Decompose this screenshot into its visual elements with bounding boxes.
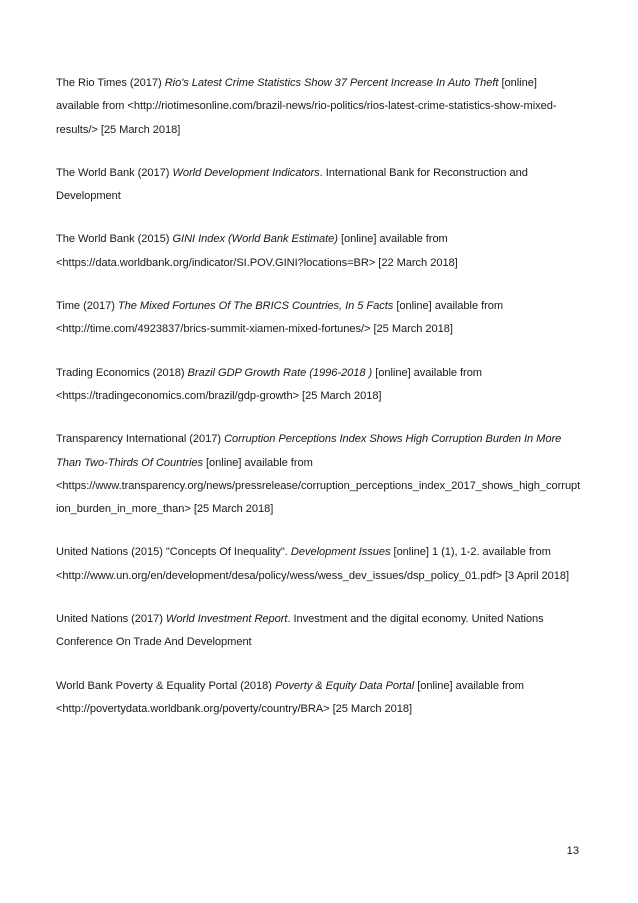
- reference-entry: [56, 72, 582, 142]
- reference-details: [online] 1 (1), 1-2. available from <http://www.un.org/en/development/desa/policy/wess/wess_dev_issues/dsp_policy_01.pdf> [3 April 2018]: [56, 546, 570, 582]
- reference-entry: [56, 675, 582, 722]
- reference-details: [online] available from <https://tradingeconomics.com/brazil/gdp-growth> [25 March 2018]: [56, 366, 483, 402]
- reference-title: GINI Index (World Bank Estimate): [172, 233, 338, 246]
- reference-author-year: Trading Economics (2018): [56, 366, 188, 379]
- reference-author-year: United Nations (2017): [56, 613, 166, 626]
- reference-title: World Investment Report: [165, 613, 288, 626]
- reference-author-year: The World Bank (2017): [56, 166, 173, 179]
- page-number: 13: [566, 845, 579, 857]
- reference-list: [56, 72, 582, 741]
- reference-title: The Mixed Fortunes Of The BRICS Countries, In 5 Facts: [117, 300, 394, 313]
- reference-entry: [56, 295, 582, 342]
- reference-details: . Investment and the digital economy. United Nations Conference On Trade And Development: [56, 613, 544, 649]
- reference-author-year: The Rio Times (2017): [56, 77, 165, 89]
- reference-title: World Development Indicators: [172, 166, 320, 179]
- reference-author-year: Time (2017): [56, 300, 118, 313]
- reference-details: [online] available from <https://data.worldbank.org/indicator/SI.POV.GINI?locations=BR> [22 March 2018]: [56, 233, 458, 269]
- reference-details: [online] available from <http://riotimesonline.com/brazil-news/rio-politics/rios-latest-crime-statistics-show-mixed-results/> [25 March 2018]: [56, 77, 557, 136]
- reference-title: Poverty & Equity Data Portal: [274, 679, 415, 692]
- reference-title: Rio's Latest Crime Statistics Show 37 Percent Increase In Auto Theft: [164, 77, 499, 89]
- reference-details: [online] available from <http://povertydata.worldbank.org/poverty/country/BRA> [25 March 2018]: [56, 679, 524, 715]
- reference-entry: [56, 162, 582, 209]
- reference-details: . International Bank for Reconstruction and Development: [56, 166, 528, 203]
- reference-title: Development Issues: [290, 546, 391, 559]
- reference-entry: [56, 362, 582, 409]
- reference-author-year: The World Bank (2015): [56, 233, 173, 246]
- reference-author-year: United Nations (2015) "Concepts Of Inequality".: [56, 546, 291, 559]
- reference-title: Brazil GDP Growth Rate (1996-2018 ): [187, 366, 373, 379]
- reference-title: Corruption Perceptions Index Shows High Corruption Burden In More Than Two-Thirds Of Countries: [56, 433, 562, 469]
- reference-author-year: Transparency International (2017): [56, 433, 225, 446]
- reference-entry: [56, 428, 582, 521]
- reference-entry: [56, 228, 582, 275]
- reference-author-year: World Bank Poverty & Equality Portal (2018): [56, 679, 275, 692]
- reference-entry: [56, 608, 582, 655]
- reference-entry: [56, 541, 582, 588]
- reference-details: [online] available from <http://time.com/4923837/brics-summit-xiamen-mixed-fortunes/> [25 March 2018]: [56, 300, 504, 336]
- reference-details: [online] available from <https://www.transparency.org/news/pressrelease/corruption_perceptions_index_2017_shows_high_corruption_burden_in_more_than> [25 March 2018]: [56, 456, 581, 516]
